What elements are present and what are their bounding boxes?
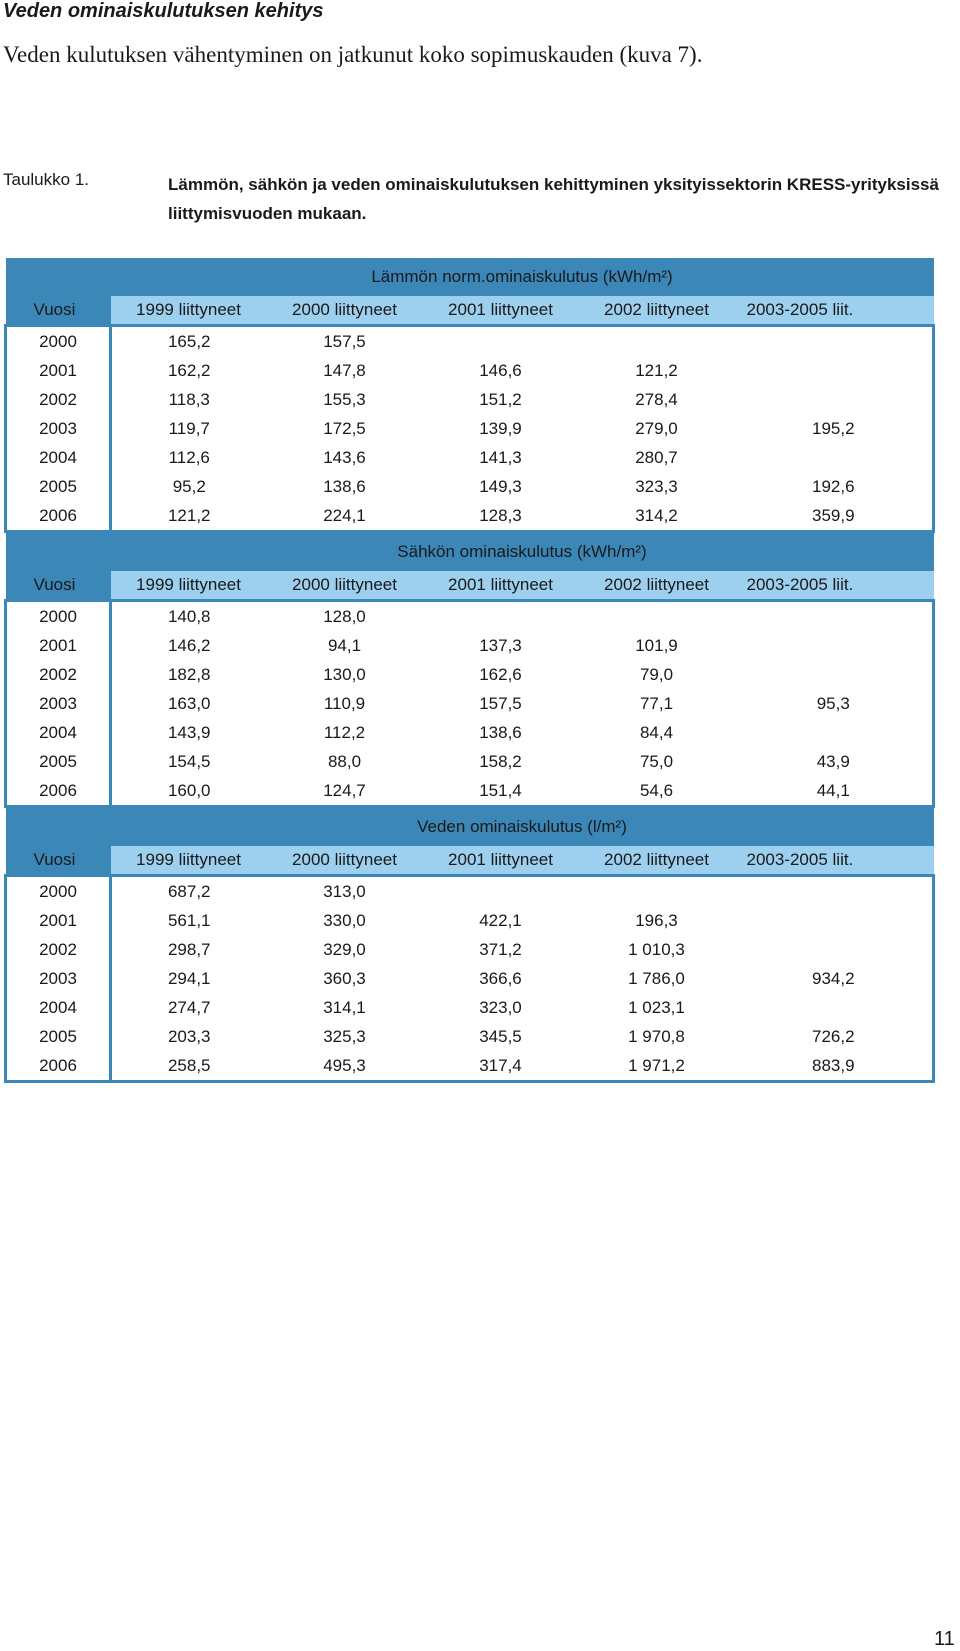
year-cell: 2005 (6, 472, 111, 501)
value-cell: 94,1 (267, 631, 423, 660)
value-cell: 118,3 (111, 385, 267, 414)
value-cell: 54,6 (579, 776, 735, 807)
value-cell: 314,2 (579, 501, 735, 532)
value-cell: 130,0 (267, 660, 423, 689)
table-row (6, 601, 934, 632)
column-header: 2003-2005 liit. (735, 846, 934, 876)
year-cell: 2002 (6, 660, 111, 689)
value-cell: 294,1 (111, 964, 267, 993)
year-cell: 2006 (6, 1051, 111, 1082)
value-cell: 1 010,3 (579, 935, 735, 964)
section-title-row (6, 807, 934, 847)
section-title: Lämmön norm.ominaiskulutus (kWh/m²) (111, 258, 934, 296)
column-header-row (6, 296, 934, 326)
value-cell: 883,9 (735, 1051, 934, 1082)
value-cell: 43,9 (735, 747, 934, 776)
year-cell: 2003 (6, 689, 111, 718)
value-cell (735, 631, 934, 660)
column-header: 2002 liittyneet (579, 571, 735, 601)
column-header: 1999 liittyneet (111, 571, 267, 601)
value-cell: 128,0 (267, 601, 423, 632)
value-cell: 182,8 (111, 660, 267, 689)
year-cell: 2000 (6, 876, 111, 907)
value-cell (735, 356, 934, 385)
section-title-spacer (6, 532, 111, 572)
value-cell: 141,3 (423, 443, 579, 472)
value-cell: 138,6 (267, 472, 423, 501)
value-cell: 313,0 (267, 876, 423, 907)
value-cell (735, 935, 934, 964)
value-cell: 110,9 (267, 689, 423, 718)
value-cell: 158,2 (423, 747, 579, 776)
value-cell: 124,7 (267, 776, 423, 807)
value-cell: 172,5 (267, 414, 423, 443)
value-cell: 128,3 (423, 501, 579, 532)
column-header: 2000 liittyneet (267, 846, 423, 876)
value-cell: 84,4 (579, 718, 735, 747)
year-cell: 2001 (6, 631, 111, 660)
value-cell: 140,8 (111, 601, 267, 632)
column-header-row (6, 571, 934, 601)
year-cell: 2002 (6, 935, 111, 964)
column-header: 2003-2005 liit. (735, 571, 934, 601)
value-cell: 345,5 (423, 1022, 579, 1051)
table-row (6, 660, 934, 689)
consumption-table (4, 258, 935, 1083)
year-cell: 2003 (6, 964, 111, 993)
value-cell: 155,3 (267, 385, 423, 414)
table-row (6, 906, 934, 935)
value-cell: 119,7 (111, 414, 267, 443)
value-cell: 154,5 (111, 747, 267, 776)
value-cell: 1 970,8 (579, 1022, 735, 1051)
page-number: 11 (934, 1628, 955, 1650)
table-row (6, 747, 934, 776)
year-cell: 2002 (6, 385, 111, 414)
column-header: 2000 liittyneet (267, 571, 423, 601)
section-title-row (6, 532, 934, 572)
value-cell: 1 971,2 (579, 1051, 735, 1082)
consumption-table-wrapper (4, 258, 932, 1083)
value-cell: 75,0 (579, 747, 735, 776)
value-cell: 561,1 (111, 906, 267, 935)
table-row (6, 718, 934, 747)
year-cell: 2005 (6, 1022, 111, 1051)
value-cell: 146,6 (423, 356, 579, 385)
intro-paragraph: Veden kulutuksen vähentyminen on jatkunut koko sopimuskauden (kuva 7). (3, 42, 703, 67)
year-column-header: Vuosi (6, 296, 111, 326)
year-cell: 2000 (6, 601, 111, 632)
value-cell: 143,6 (267, 443, 423, 472)
year-cell: 2001 (6, 906, 111, 935)
value-cell: 1 786,0 (579, 964, 735, 993)
value-cell (735, 385, 934, 414)
value-cell (423, 326, 579, 357)
value-cell (735, 876, 934, 907)
table-row (6, 1051, 934, 1082)
value-cell (423, 876, 579, 907)
value-cell: 687,2 (111, 876, 267, 907)
value-cell: 160,0 (111, 776, 267, 807)
value-cell (735, 993, 934, 1022)
value-cell: 298,7 (111, 935, 267, 964)
value-cell: 495,3 (267, 1051, 423, 1082)
column-header: 2000 liittyneet (267, 296, 423, 326)
year-cell: 2006 (6, 501, 111, 532)
value-cell: 224,1 (267, 501, 423, 532)
value-cell: 274,7 (111, 993, 267, 1022)
column-header: 2001 liittyneet (423, 571, 579, 601)
value-cell: 330,0 (267, 906, 423, 935)
column-header: 2003-2005 liit. (735, 296, 934, 326)
value-cell (423, 601, 579, 632)
value-cell (735, 601, 934, 632)
year-cell: 2000 (6, 326, 111, 357)
table-row (6, 993, 934, 1022)
table-caption-text: Lämmön, sähkön ja veden ominaiskulutuksen kehittyminen yksityissektorin KRESS-yrityksissä liittymisvuoden mukaan. (168, 175, 939, 223)
value-cell: 162,6 (423, 660, 579, 689)
value-cell: 44,1 (735, 776, 934, 807)
value-cell (579, 876, 735, 907)
column-header-row (6, 846, 934, 876)
value-cell: 101,9 (579, 631, 735, 660)
value-cell: 146,2 (111, 631, 267, 660)
value-cell: 422,1 (423, 906, 579, 935)
table-row (6, 1022, 934, 1051)
value-cell: 151,4 (423, 776, 579, 807)
value-cell (735, 326, 934, 357)
section-title-spacer (6, 807, 111, 847)
value-cell: 726,2 (735, 1022, 934, 1051)
table-row (6, 935, 934, 964)
year-cell: 2003 (6, 414, 111, 443)
table-row (6, 876, 934, 907)
value-cell: 323,0 (423, 993, 579, 1022)
value-cell: 138,6 (423, 718, 579, 747)
table-row (6, 443, 934, 472)
column-header: 2001 liittyneet (423, 846, 579, 876)
value-cell (735, 443, 934, 472)
year-cell: 2004 (6, 993, 111, 1022)
value-cell: 88,0 (267, 747, 423, 776)
value-cell: 157,5 (267, 326, 423, 357)
section-title: Sähkön ominaiskulutus (kWh/m²) (111, 532, 934, 572)
table-row (6, 414, 934, 443)
column-header: 2001 liittyneet (423, 296, 579, 326)
year-column-header: Vuosi (6, 846, 111, 876)
value-cell: 323,3 (579, 472, 735, 501)
year-cell: 2004 (6, 443, 111, 472)
value-cell: 196,3 (579, 906, 735, 935)
table-row (6, 964, 934, 993)
section-title-spacer (6, 258, 111, 296)
table-row (6, 631, 934, 660)
year-cell: 2005 (6, 747, 111, 776)
value-cell: 137,3 (423, 631, 579, 660)
value-cell: 314,1 (267, 993, 423, 1022)
year-cell: 2001 (6, 356, 111, 385)
value-cell: 163,0 (111, 689, 267, 718)
value-cell: 165,2 (111, 326, 267, 357)
table-row (6, 689, 934, 718)
table-row (6, 326, 934, 357)
value-cell: 151,2 (423, 385, 579, 414)
value-cell: 147,8 (267, 356, 423, 385)
value-cell (735, 660, 934, 689)
value-cell: 149,3 (423, 472, 579, 501)
value-cell: 329,0 (267, 935, 423, 964)
table-row (6, 356, 934, 385)
table-caption-label: Taulukko 1. (3, 170, 89, 189)
value-cell: 934,2 (735, 964, 934, 993)
value-cell: 258,5 (111, 1051, 267, 1082)
value-cell (735, 718, 934, 747)
value-cell: 95,2 (111, 472, 267, 501)
value-cell: 162,2 (111, 356, 267, 385)
value-cell: 278,4 (579, 385, 735, 414)
value-cell: 192,6 (735, 472, 934, 501)
value-cell: 1 023,1 (579, 993, 735, 1022)
column-header: 1999 liittyneet (111, 846, 267, 876)
table-row (6, 501, 934, 532)
column-header: 2002 liittyneet (579, 846, 735, 876)
section-title: Veden ominaiskulutus (l/m²) (111, 807, 934, 847)
value-cell: 325,3 (267, 1022, 423, 1051)
value-cell (579, 326, 735, 357)
value-cell: 360,3 (267, 964, 423, 993)
value-cell: 121,2 (111, 501, 267, 532)
value-cell: 79,0 (579, 660, 735, 689)
value-cell (735, 906, 934, 935)
year-cell: 2006 (6, 776, 111, 807)
table-row (6, 385, 934, 414)
value-cell: 139,9 (423, 414, 579, 443)
value-cell (579, 601, 735, 632)
column-header: 2002 liittyneet (579, 296, 735, 326)
value-cell: 195,2 (735, 414, 934, 443)
value-cell: 203,3 (111, 1022, 267, 1051)
table-row (6, 472, 934, 501)
value-cell: 121,2 (579, 356, 735, 385)
value-cell: 366,6 (423, 964, 579, 993)
section-title-row (6, 258, 934, 296)
value-cell: 157,5 (423, 689, 579, 718)
year-cell: 2004 (6, 718, 111, 747)
value-cell: 279,0 (579, 414, 735, 443)
value-cell: 143,9 (111, 718, 267, 747)
value-cell: 95,3 (735, 689, 934, 718)
value-cell: 112,2 (267, 718, 423, 747)
table-row (6, 776, 934, 807)
column-header: 1999 liittyneet (111, 296, 267, 326)
value-cell: 359,9 (735, 501, 934, 532)
value-cell: 317,4 (423, 1051, 579, 1082)
value-cell: 112,6 (111, 443, 267, 472)
value-cell: 77,1 (579, 689, 735, 718)
value-cell: 371,2 (423, 935, 579, 964)
section-heading: Veden ominaiskulutuksen kehitys (3, 0, 324, 22)
value-cell: 280,7 (579, 443, 735, 472)
year-column-header: Vuosi (6, 571, 111, 601)
